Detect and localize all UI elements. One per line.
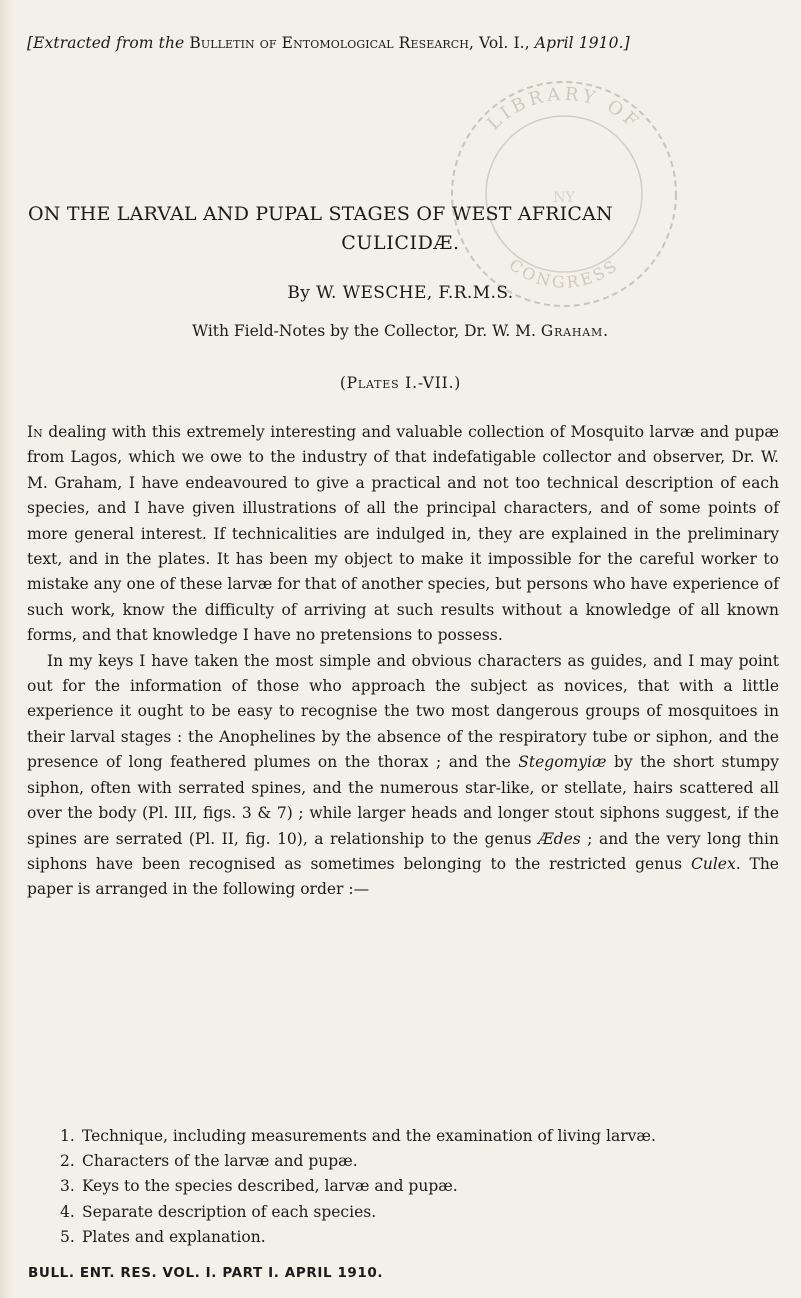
article-title-line-2: CULICIDÆ. xyxy=(341,232,460,254)
paragraph-1-text: dealing with this extremely interesting and valuable collection of Mosquito larvæ and pupæ from Lagos, which we owe to the industry of that indefatigable collector and observer, Dr. W. M. Graham, I have endeavoured to give a practical and not too technical description of each species, and I have given illustrations of all the principal characters, and of some points of more general interest. If technicalities are indulged in, they are explained in the preliminary text, and in the plates. It has been my object to make it impossible for the careful worker to mistake any one of these larvæ for that of another species, but persons who have experience of such work, know the difficulty of arriving at such results without a knowledge of all known forms, and that knowledge I have no pretensions to possess. xyxy=(27,423,779,645)
list-item xyxy=(60,1225,780,1250)
list-item-text: Plates and explanation. xyxy=(82,1227,266,1246)
page-edge-shadow xyxy=(0,0,14,1298)
list-item-text: Keys to the species described, larvæ and pupæ. xyxy=(82,1177,458,1196)
stamp-ring-top: LIBRARY OF xyxy=(483,83,645,135)
field-notes-credit xyxy=(0,322,801,340)
article-body xyxy=(27,420,779,903)
list-item-number: 1. xyxy=(60,1127,75,1145)
paragraph-2-text-c: ; and the very long thin siphons have been recognised as sometimes belonging to the restricted genus xyxy=(27,829,779,873)
field-notes-prefix: With Field-Notes by the Collector, Dr. W. M. xyxy=(192,322,536,340)
paragraph-2-text-b: by the short stumpy siphon, often with serrated spines, and the numerous star-like, or stellate, hairs scattered all over the body (Pl. III, figs. 3 & 7) ; while larger heads and longer stout siphons suggest, if the spines are serrated (Pl. II, fig. 10), a relationship to the genus xyxy=(27,753,779,848)
list-item xyxy=(60,1200,780,1225)
list-item-text: Separate description of each species. xyxy=(82,1202,377,1221)
genus-culex: Culex xyxy=(690,854,736,873)
paragraph-1 xyxy=(27,420,779,649)
field-notes-name: Graham. xyxy=(540,322,609,340)
genus-aedes: Ædes xyxy=(538,829,581,848)
header-citation xyxy=(27,34,787,52)
list-item-number: 2. xyxy=(60,1152,75,1171)
author-byline: By W. WESCHE, F.R.M.S. xyxy=(287,283,514,303)
genus-stegomyiae: Stegomyiæ xyxy=(518,753,607,772)
stamp-center: NY xyxy=(553,190,575,206)
paragraph-2-text-d: . The paper is arranged in the following order :— xyxy=(27,854,779,899)
list-item xyxy=(60,1124,780,1149)
list-item-number: 4. xyxy=(60,1202,75,1221)
header-date: April 1910.] xyxy=(534,34,630,52)
list-item-text: Technique, including measurements and the examination of living larvæ. xyxy=(82,1127,656,1145)
plates-reference: (Plates I.-VII.) xyxy=(339,374,462,392)
article-title-line-1: ON THE LARVAL AND PUPAL STAGES OF WEST AFRICAN xyxy=(28,203,613,225)
paragraph-2 xyxy=(27,649,779,903)
library-stamp xyxy=(440,70,688,318)
list-item-number: 3. xyxy=(60,1177,75,1196)
header-extracted-from: [Extracted from the xyxy=(27,34,185,52)
page-footer: BULL. ENT. RES. VOL. I. PART I. APRIL 1910. xyxy=(28,1265,384,1281)
header-bulletin: Bulletin of Entomological Research, xyxy=(189,34,475,52)
paragraph-2-text-a: In my keys I have taken the most simple and obvious characters as guides, and I may point out for the information of those who approach the subject as novices, that with a little experience it ought to be easy to recognise the two most dangerous groups of mosquitoes in their larval stages : the Anophelines by the absence of the respiratory tube or siphon, and the presence of long feathered plumes on the thorax ; and the xyxy=(27,651,779,772)
list-item-text: Characters of the larvæ and pupæ. xyxy=(82,1152,358,1171)
stamp-ring-bottom: CONGRESS xyxy=(505,254,623,292)
paragraph-1-lead: In xyxy=(27,423,43,441)
list-item xyxy=(60,1149,780,1174)
list-item xyxy=(60,1174,780,1199)
contents-list xyxy=(60,1124,780,1250)
header-volume: Vol. I., xyxy=(479,34,530,52)
list-item-number: 5. xyxy=(60,1227,75,1246)
